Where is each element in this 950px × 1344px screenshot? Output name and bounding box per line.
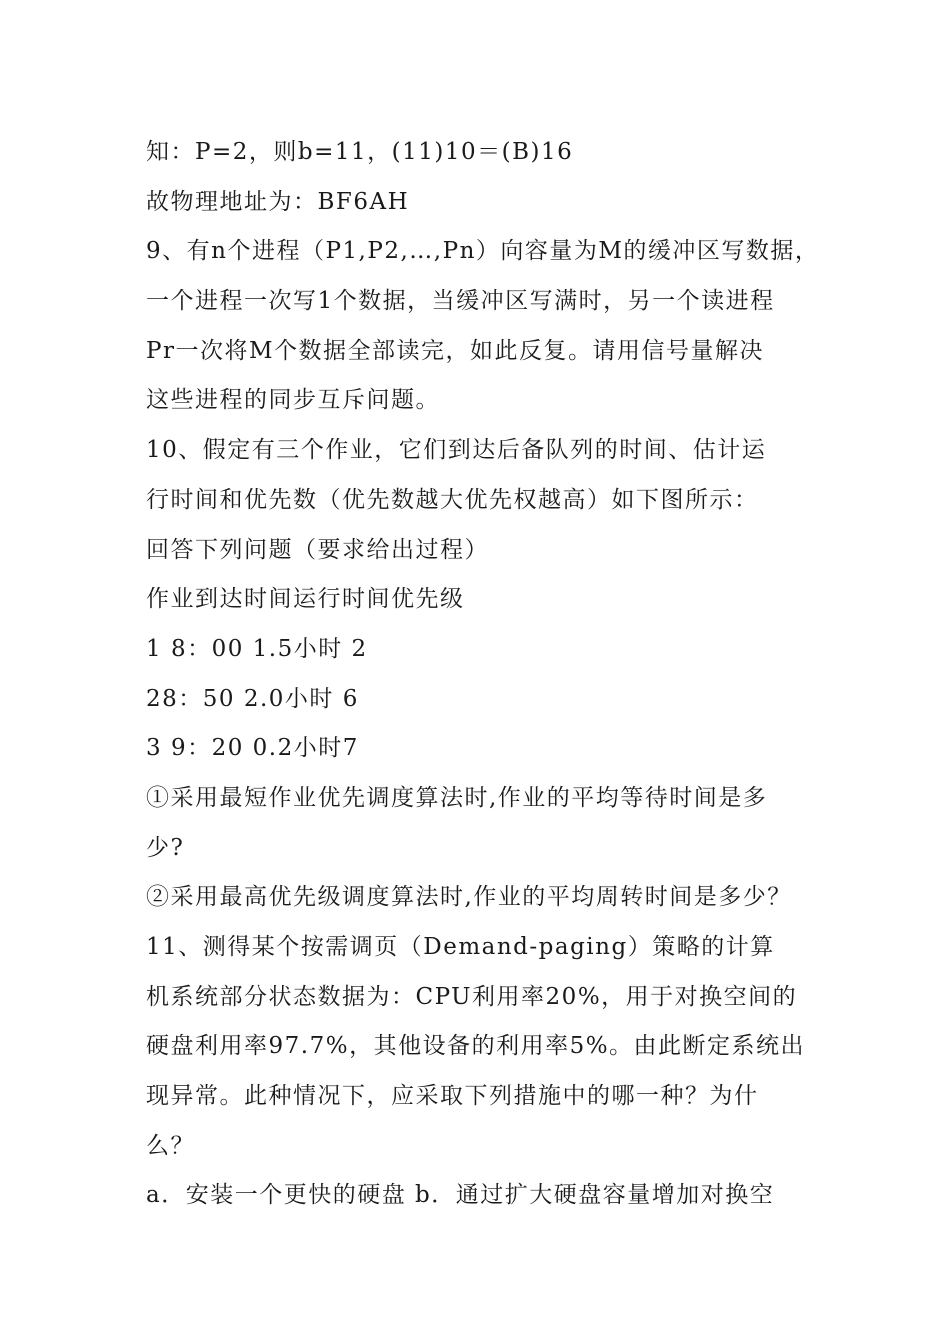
text-line: 现异常。此种情况下，应采取下列措施中的哪一种？为什 bbox=[146, 1083, 759, 1110]
text-line: Pr一次将M个数据全部读完，如此反复。请用信号量解决 bbox=[146, 337, 765, 364]
text-line: 一个进程一次写1个数据，当缓冲区写满时，另一个读进程 bbox=[146, 288, 775, 315]
text-line: 10、假定有三个作业，它们到达后备队列的时间、估计运 bbox=[146, 437, 767, 464]
text-line: 28：50 2.0小时 6 bbox=[146, 685, 359, 712]
text-line: 作业到达时间运行时间优先级 bbox=[146, 586, 465, 613]
text-line: 少? bbox=[146, 834, 185, 861]
text-line: 这些进程的同步互斥问题。 bbox=[146, 387, 440, 414]
text-line: 行时间和优先数（优先数越大优先权越高）如下图所示： bbox=[146, 486, 759, 513]
document-body bbox=[146, 128, 826, 1221]
text-line: ②采用最高优先级调度算法时,作业的平均周转时间是多少？ bbox=[146, 884, 792, 911]
text-line: 故物理地址为：BF6AH bbox=[146, 188, 410, 215]
text-line: a．安装一个更快的硬盘 b．通过扩大硬盘容量增加对换空 bbox=[146, 1182, 775, 1209]
text-line: 知：P=2，则b=11，(11)10＝(B)16 bbox=[146, 139, 574, 165]
text-line: 机系统部分状态数据为：CPU利用率20%，用于对换空间的 bbox=[146, 983, 798, 1010]
text-line: ①采用最短作业优先调度算法时,作业的平均等待时间是多 bbox=[146, 784, 768, 811]
text-line: 9、有n个进程（P1,P2,…,Pn）向容量为M的缓冲区写数据， bbox=[146, 238, 820, 265]
text-line: 11、测得某个按需调页（Demand-paging）策略的计算 bbox=[146, 934, 775, 960]
text-line: 回答下列问题（要求给出过程） bbox=[146, 536, 489, 563]
text-line: 3 9：20 0.2小时7 bbox=[146, 735, 359, 762]
text-line: 硬盘利用率97.7%，其他设备的利用率5%。由此断定系统出 bbox=[146, 1033, 806, 1060]
text-line: 1 8：00 1.5小时 2 bbox=[146, 635, 368, 662]
text-line: 么？ bbox=[146, 1132, 195, 1159]
